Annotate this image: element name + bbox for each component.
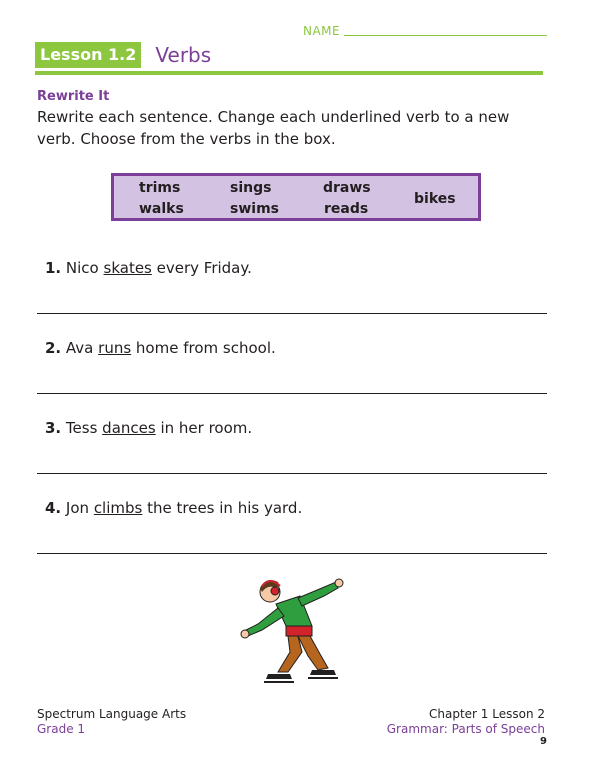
question-number: 3. [45, 419, 62, 437]
question-text: Tess [65, 419, 103, 437]
word-option: swims [230, 201, 279, 217]
question-4 [45, 499, 302, 517]
word-option: reads [324, 201, 369, 217]
lesson-title: Verbs [155, 43, 212, 67]
question-number: 4. [45, 499, 62, 517]
instructions: Rewrite each sentence. Change each underlined verb to a new verb. Choose from the verbs in the box. [37, 108, 510, 148]
answer-line[interactable] [37, 313, 547, 314]
name-field [303, 24, 547, 38]
footer-topic: Grammar: Parts of Speech [386, 722, 545, 736]
word-option: bikes [414, 191, 456, 207]
question-text: Jon [65, 499, 94, 517]
question-text: every Friday. [151, 259, 252, 277]
underlined-verb: dances [102, 419, 156, 437]
question-number: 2. [45, 339, 62, 357]
question-text: Nico [65, 259, 104, 277]
footer-left [37, 707, 186, 737]
question-text: home from school. [131, 339, 276, 357]
question-text: in her room. [155, 419, 253, 437]
question-text: the trees in his yard. [142, 499, 303, 517]
section-title: Rewrite It [37, 89, 110, 104]
question-text: Ava [65, 339, 99, 357]
word-box [111, 173, 481, 221]
underlined-verb: runs [98, 339, 132, 357]
lesson-header [35, 41, 543, 69]
question-2 [45, 339, 276, 357]
footer-right [387, 707, 545, 737]
footer-chapter: Chapter 1 Lesson 2 [429, 707, 545, 721]
ice-skater-illustration [238, 574, 348, 686]
footer-book-title: Spectrum Language Arts [37, 707, 187, 721]
answer-line[interactable] [37, 473, 547, 474]
name-line [344, 35, 547, 36]
question-3 [45, 419, 252, 437]
answer-line[interactable] [37, 553, 547, 554]
word-option: draws [323, 180, 371, 196]
lesson-badge: Lesson 1.2 [35, 42, 141, 68]
header-rule [35, 71, 543, 75]
question-number: 1. [45, 259, 62, 277]
answer-line[interactable] [37, 393, 547, 394]
word-option: walks [139, 201, 184, 217]
name-label: NAME [303, 24, 341, 38]
word-option: sings [230, 180, 272, 196]
underlined-verb: skates [103, 259, 152, 277]
page-number: 9 [540, 736, 547, 747]
question-1 [45, 259, 252, 277]
underlined-verb: climbs [93, 499, 143, 517]
footer-grade: Grade 1 [37, 722, 86, 736]
word-option: trims [139, 180, 181, 196]
